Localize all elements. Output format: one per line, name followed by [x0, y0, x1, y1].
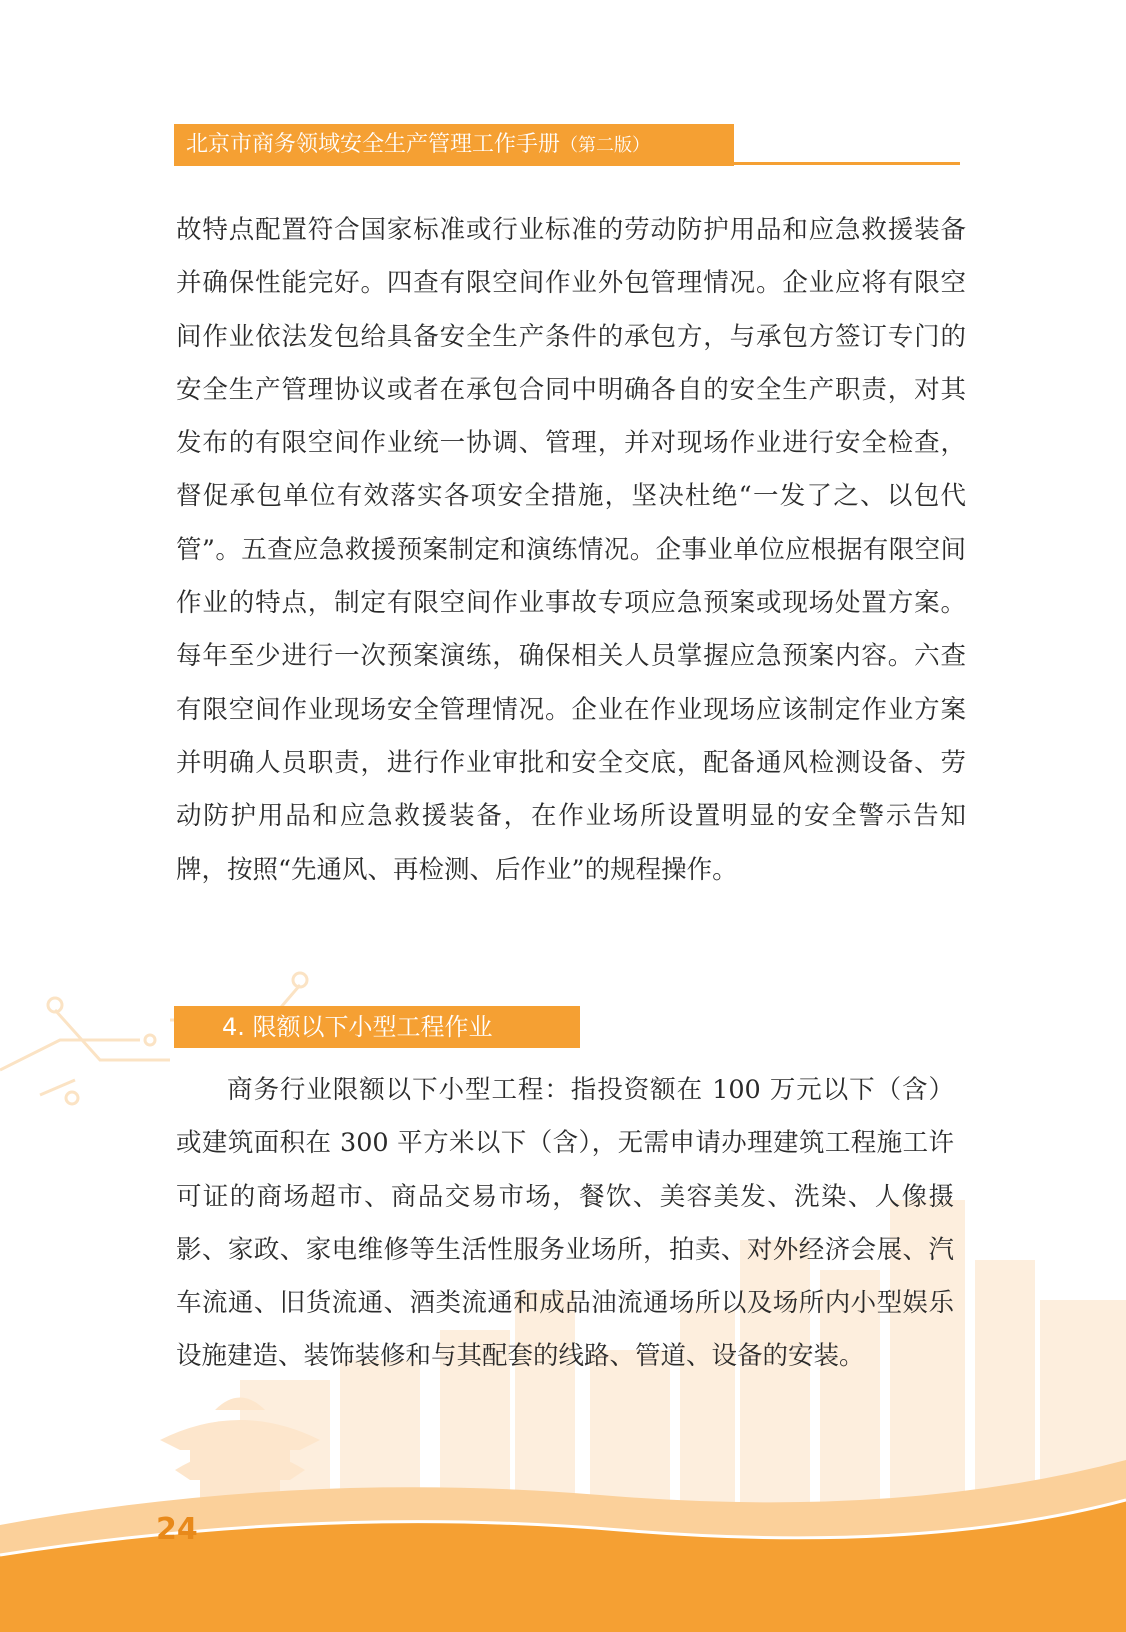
section-heading: 4. 限额以下小型工程作业 — [222, 1013, 493, 1041]
running-header — [186, 130, 650, 161]
body-paragraph-1: 故特点配置符合国家标准或行业标准的劳动防护用品和应急救援装备并确保性能完好。四查有限空间作业外包管理情况。企业应将有限空间作业依法发包给具备安全生产条件的承包方，与承包方签订专门的安全生产管理协议或者在承包合同中明确各自的安全生产职责，对其发布的有限空间作业统一协调、管理，并对现场作业进行安全检查，督促承包单位有效落实各项安全措施，坚决杜绝“一发了之、以包代管”。五查应急救援预案制定和演练情况。企事业单位应根据有限空间作业的特点，制定有限空间作业事故专项应急预案或现场处置方案。每年至少进行一次预案演练，确保相关人员掌握应急预案内容。六查有限空间作业现场安全管理情况。企业在作业现场应该制定作业方案并明确人员职责，进行作业审批和安全交底，配备通风检测设备、劳动防护用品和应急救援装备，在作业场所设置明显的安全警示告知牌，按照“先通风、再检测、后作业”的规程操作。 — [176, 215, 966, 885]
body-paragraph-2: 商务行业限额以下小型工程：指投资额在 100 万元以下（含）或建筑面积在 300 平方米以下（含），无需申请办理建筑工程施工许可证的商场超市、商品交易市场，餐饮、美容美发、洗染、人像摄影、家政、家电维修等生活性服务业场所，拍卖、对外经济会展、汽车流通、旧货流通、酒类流通和成品油流通场所以及场所内小型娱乐设施建造、装饰装修和与其配套的线路、管道、设备的安装。 — [176, 1075, 954, 1372]
page-number: 24 — [156, 1512, 198, 1547]
edition-label: （第二版） — [560, 135, 651, 156]
header-underline — [174, 162, 960, 165]
handbook-title: 北京市商务领域安全生产管理工作手册 — [186, 132, 561, 157]
